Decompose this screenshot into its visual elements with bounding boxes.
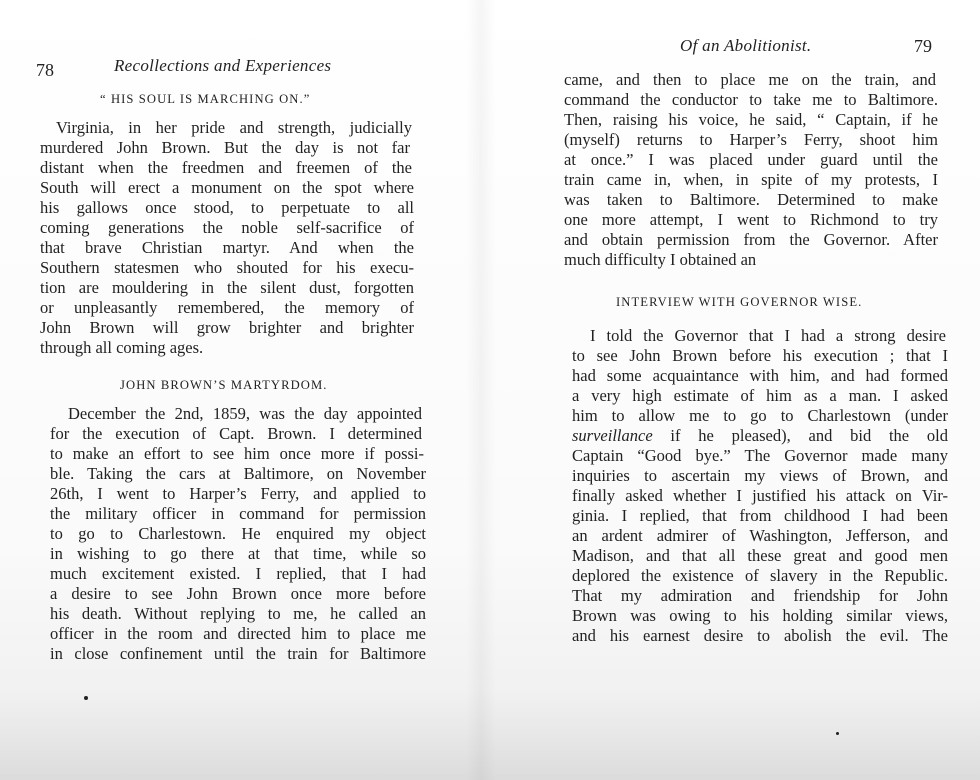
left-page-number: 78 bbox=[36, 60, 54, 80]
right-page-number: 79 bbox=[914, 36, 932, 56]
text-line: Southern statesmen who shouted for his execu- bbox=[40, 258, 414, 277]
text-line: in close confinement until the train for Baltimore bbox=[50, 644, 426, 663]
text-line: to make an effort to see him once more if possi- bbox=[50, 444, 424, 463]
text-line: (myself) returns to Harper’s Ferry, shoot him bbox=[564, 130, 938, 149]
text-line: South will erect a monument on the spot where bbox=[40, 178, 414, 197]
text-line: distant when the freedmen and freemen of the bbox=[40, 158, 412, 177]
text-line: or unpleasantly remembered, the memory of bbox=[40, 298, 414, 317]
left-section2-heading: JOHN BROWN’S MARTYRDOM. bbox=[120, 378, 328, 392]
text-line: a desire to see John Brown once more before bbox=[50, 584, 426, 603]
page-bottom-shadow bbox=[0, 690, 980, 780]
text-line: Brown was owing to his holding similar views, bbox=[572, 606, 948, 625]
text-line: his death. Without replying to me, he called an bbox=[50, 604, 426, 623]
text-line: to go to Charlestown. He enquired my object bbox=[50, 524, 426, 543]
text-line: command the conductor to take me to Baltimore. bbox=[564, 90, 938, 109]
text-line: Virginia, in her pride and strength, judicially bbox=[56, 118, 412, 137]
text-line: ble. Taking the cars at Baltimore, on November bbox=[50, 464, 426, 483]
text-line: that brave Christian martyr. And when the bbox=[40, 238, 414, 257]
right-section2-paragraph bbox=[572, 326, 954, 646]
text-line: came, and then to place me on the train, and bbox=[564, 70, 936, 89]
text-line: to see John Brown before his execution ; that I bbox=[572, 346, 948, 365]
text-line: him to allow me to go to Charlestown (under bbox=[572, 406, 948, 425]
text-line: and his earnest desire to abolish the evil. The bbox=[572, 626, 948, 645]
text-line: 26th, I went to Harper’s Ferry, and applied to bbox=[50, 484, 426, 503]
left-page bbox=[0, 0, 470, 780]
right-running-head: Of an Abolitionist. bbox=[680, 36, 812, 55]
text-line: a very high estimate of him as a man. I asked bbox=[572, 386, 948, 405]
text-line: and obtain permission from the Governor. After bbox=[564, 230, 938, 249]
text-line: an ardent admirer of Washington, Jefferson, and bbox=[572, 526, 948, 545]
left-section1-heading: “ HIS SOUL IS MARCHING ON.” bbox=[100, 92, 311, 106]
text-line: I told the Governor that I had a strong desire bbox=[590, 326, 946, 345]
text-line: Captain “Good bye.” The Governor made many bbox=[572, 446, 948, 465]
text-line: train came in, when, in spite of my protests, I bbox=[564, 170, 938, 189]
text-line: surveillance if he pleased), and bid the old bbox=[572, 426, 948, 445]
text-line: inquiries to ascertain my views of Brown, and bbox=[572, 466, 948, 485]
text-line: ginia. I replied, that from childhood I had been bbox=[572, 506, 948, 525]
text-line: for the execution of Capt. Brown. I determined bbox=[50, 424, 422, 443]
text-line: one more attempt, I went to Richmond to try bbox=[564, 210, 938, 229]
right-section2-heading: INTERVIEW WITH GOVERNOR WISE. bbox=[616, 295, 863, 309]
text-line: murdered John Brown. But the day is not far bbox=[40, 138, 410, 157]
text-line: finally asked whether I justified his attack on Vir- bbox=[572, 486, 948, 505]
text-line: officer in the room and directed him to place me bbox=[50, 624, 426, 643]
text-line: deplored the existence of slavery in the Republic. bbox=[572, 566, 948, 585]
left-running-head: Recollections and Experiences bbox=[114, 56, 332, 75]
text-line: through all coming ages. bbox=[40, 338, 204, 357]
text-line: had some acquaintance with him, and had formed bbox=[572, 366, 948, 385]
right-page bbox=[490, 0, 980, 780]
text-line: Then, raising his voice, he said, “ Captain, if he bbox=[564, 110, 938, 129]
text-line: his gallows once stood, to perpetuate to all bbox=[40, 198, 414, 217]
text-line: much excitement existed. I replied, that I had bbox=[50, 564, 426, 583]
text-line: John Brown will grow brighter and brighter bbox=[40, 318, 414, 337]
text-line: at once.” I was placed under guard until the bbox=[564, 150, 938, 169]
text-line: the military officer in command for permission bbox=[50, 504, 426, 523]
text-line: in wishing to go there at that time, while so bbox=[50, 544, 426, 563]
text-line: was taken to Baltimore. Determined to make bbox=[564, 190, 938, 209]
text-line: tion are mouldering in the silent dust, forgotten bbox=[40, 278, 414, 297]
text-line: coming generations the noble self-sacrifice of bbox=[40, 218, 414, 237]
italic-word: surveillance bbox=[572, 426, 653, 445]
left-section2-paragraph bbox=[50, 404, 428, 664]
left-section1-paragraph bbox=[40, 118, 412, 358]
text-line: December the 2nd, 1859, was the day appointed bbox=[68, 404, 422, 423]
right-section1-paragraph bbox=[564, 70, 940, 270]
text-line: That my admiration and friendship for John bbox=[572, 586, 948, 605]
text-line: much difficulty I obtained an bbox=[564, 250, 757, 269]
text-line: Madison, and that all these great and good men bbox=[572, 546, 948, 565]
